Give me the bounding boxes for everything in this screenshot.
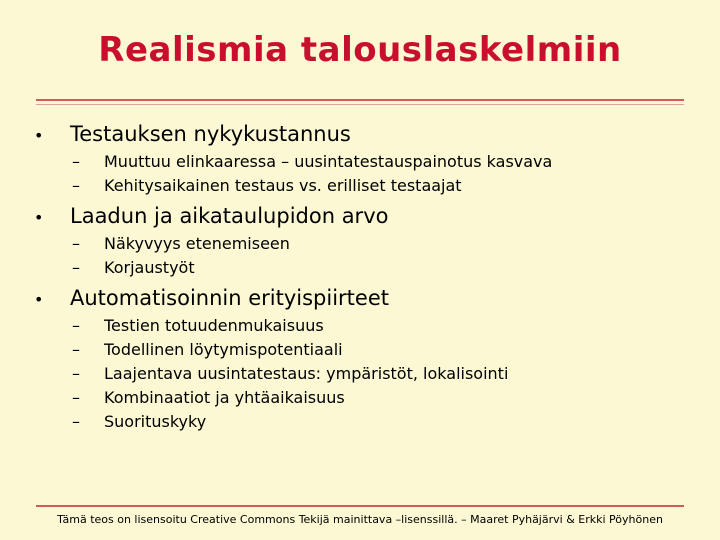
sub-text: Todellinen löytymispotentiaali — [104, 340, 343, 359]
footer-divider — [36, 505, 684, 507]
bullet-icon: • — [34, 208, 44, 227]
sub-item — [28, 362, 688, 386]
dash-icon: – — [72, 316, 80, 335]
sub-item — [28, 256, 688, 280]
slide-title: Realismia talouslaskelmiin — [98, 30, 622, 70]
sub-item — [28, 174, 688, 198]
sub-item — [28, 386, 688, 410]
footer-license: Tämä teos on lisensoitu Creative Commons Tekijä mainittava –lisenssillä. – Maaret Pyhäjärvi & Erkki Pöyhönen — [57, 513, 663, 526]
dash-icon: – — [72, 258, 80, 277]
bullet-text: Testauksen nykykustannus — [70, 122, 351, 146]
bullet-item — [28, 202, 688, 232]
sub-list — [28, 232, 688, 280]
title-divider — [36, 99, 684, 101]
sub-text: Kombinaatiot ja yhtäaikaisuus — [104, 388, 345, 407]
dash-icon: – — [72, 412, 80, 431]
sub-text: Laajentava uusintatestaus: ympäristöt, lokalisointi — [104, 364, 509, 383]
bullet-item — [28, 120, 688, 150]
dash-icon: – — [72, 388, 80, 407]
sub-list — [28, 314, 688, 434]
bullet-icon: • — [34, 126, 44, 145]
title-divider-secondary — [36, 104, 684, 105]
bullet-item — [28, 284, 688, 314]
sub-item — [28, 232, 688, 256]
bullet-text: Automatisoinnin erityispiirteet — [70, 286, 389, 310]
sub-item — [28, 410, 688, 434]
sub-item — [28, 314, 688, 338]
sub-text: Kehitysaikainen testaus vs. erilliset testaajat — [104, 176, 462, 195]
sub-text: Korjaustyöt — [104, 258, 195, 277]
dash-icon: – — [72, 176, 80, 195]
dash-icon: – — [72, 234, 80, 253]
sub-item — [28, 338, 688, 362]
sub-list — [28, 150, 688, 198]
sub-item — [28, 150, 688, 174]
sub-text: Näkyvyys etenemiseen — [104, 234, 290, 253]
bullet-list — [28, 116, 688, 436]
dash-icon: – — [72, 364, 80, 383]
bullet-icon: • — [34, 290, 44, 309]
dash-icon: – — [72, 340, 80, 359]
sub-text: Testien totuudenmukaisuus — [104, 316, 324, 335]
sub-text: Muuttuu elinkaaressa – uusintatestauspainotus kasvava — [104, 152, 553, 171]
bullet-text: Laadun ja aikataulupidon arvo — [70, 204, 389, 228]
sub-text: Suorituskyky — [104, 412, 207, 431]
dash-icon: – — [72, 152, 80, 171]
